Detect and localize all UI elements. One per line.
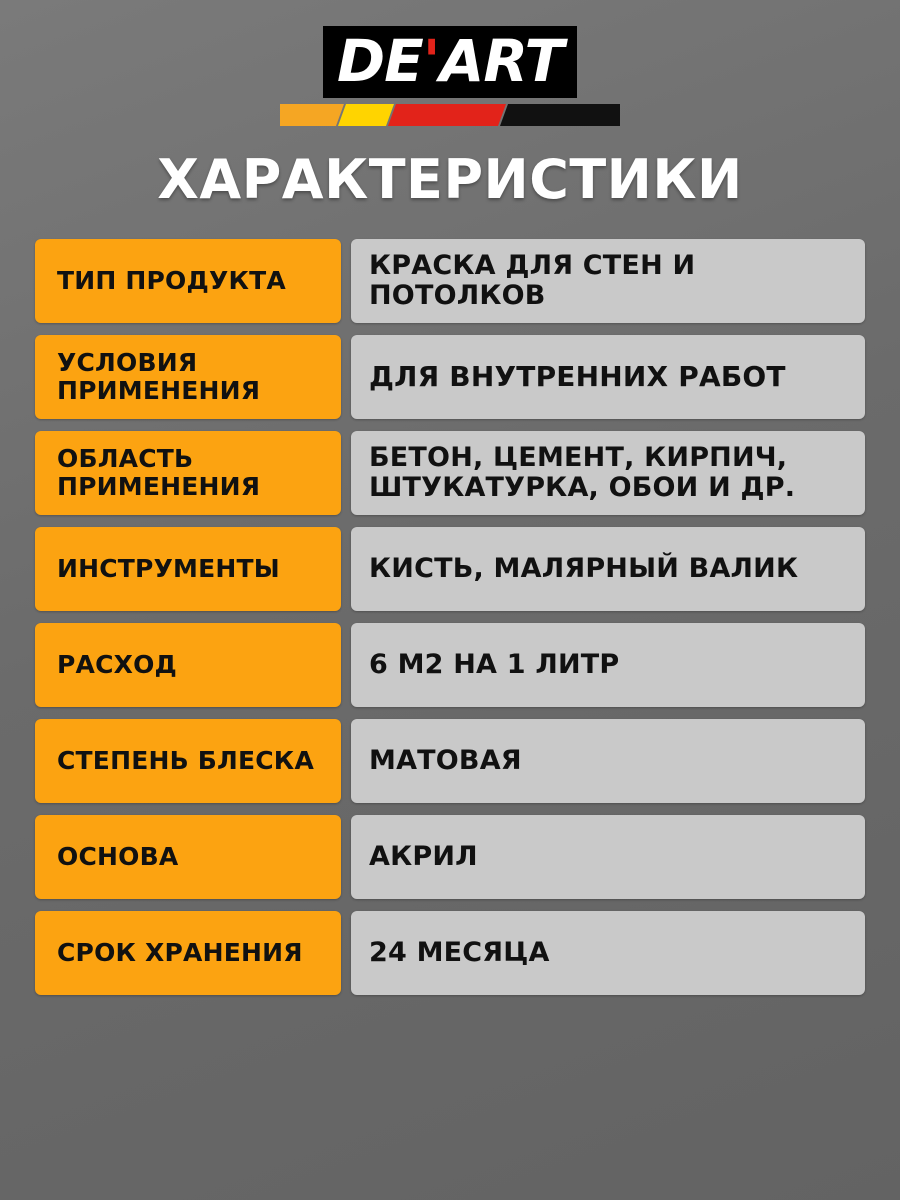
logo-stripe-orange	[280, 104, 344, 126]
logo-text-art: ART	[439, 27, 564, 95]
logo-text-apostrophe: '	[422, 27, 440, 95]
spec-label: РАСХОД	[35, 623, 341, 707]
table-row	[35, 623, 865, 707]
logo-stripe-red	[388, 104, 506, 126]
spec-label: СРОК ХРАНЕНИЯ	[35, 911, 341, 995]
spec-value: АКРИЛ	[351, 815, 865, 899]
brand-logo	[0, 0, 900, 126]
spec-label: ОСНОВА	[35, 815, 341, 899]
logo-text-de: DE	[336, 27, 423, 95]
spec-value: 6 М2 НА 1 ЛИТР	[351, 623, 865, 707]
spec-label: ТИП ПРОДУКТА	[35, 239, 341, 323]
table-row	[35, 815, 865, 899]
spec-label: ИНСТРУМЕНТЫ	[35, 527, 341, 611]
table-row	[35, 719, 865, 803]
logo-stripe-black	[500, 104, 620, 126]
spec-value: МАТОВАЯ	[351, 719, 865, 803]
table-row	[35, 431, 865, 515]
spec-label: УСЛОВИЯ ПРИМЕНЕНИЯ	[35, 335, 341, 419]
logo-stripes	[280, 104, 620, 126]
table-row	[35, 335, 865, 419]
table-row	[35, 239, 865, 323]
logo-stripe-yellow	[338, 104, 394, 126]
specifications-table	[35, 239, 865, 995]
page-title: ХАРАКТЕРИСТИКИ	[157, 148, 743, 211]
logo-wordmark	[323, 26, 577, 98]
logo-text	[336, 27, 564, 95]
spec-value: БЕТОН, ЦЕМЕНТ, КИРПИЧ, ШТУКАТУРКА, ОБОИ И ДР.	[351, 431, 865, 515]
spec-value: КИСТЬ, МАЛЯРНЫЙ ВАЛИК	[351, 527, 865, 611]
spec-label: ОБЛАСТЬ ПРИМЕНЕНИЯ	[35, 431, 341, 515]
spec-value: 24 МЕСЯЦА	[351, 911, 865, 995]
spec-value: ДЛЯ ВНУТРЕННИХ РАБОТ	[351, 335, 865, 419]
table-row	[35, 911, 865, 995]
spec-label: СТЕПЕНЬ БЛЕСКА	[35, 719, 341, 803]
spec-value: КРАСКА ДЛЯ СТЕН И ПОТОЛКОВ	[351, 239, 865, 323]
table-row	[35, 527, 865, 611]
